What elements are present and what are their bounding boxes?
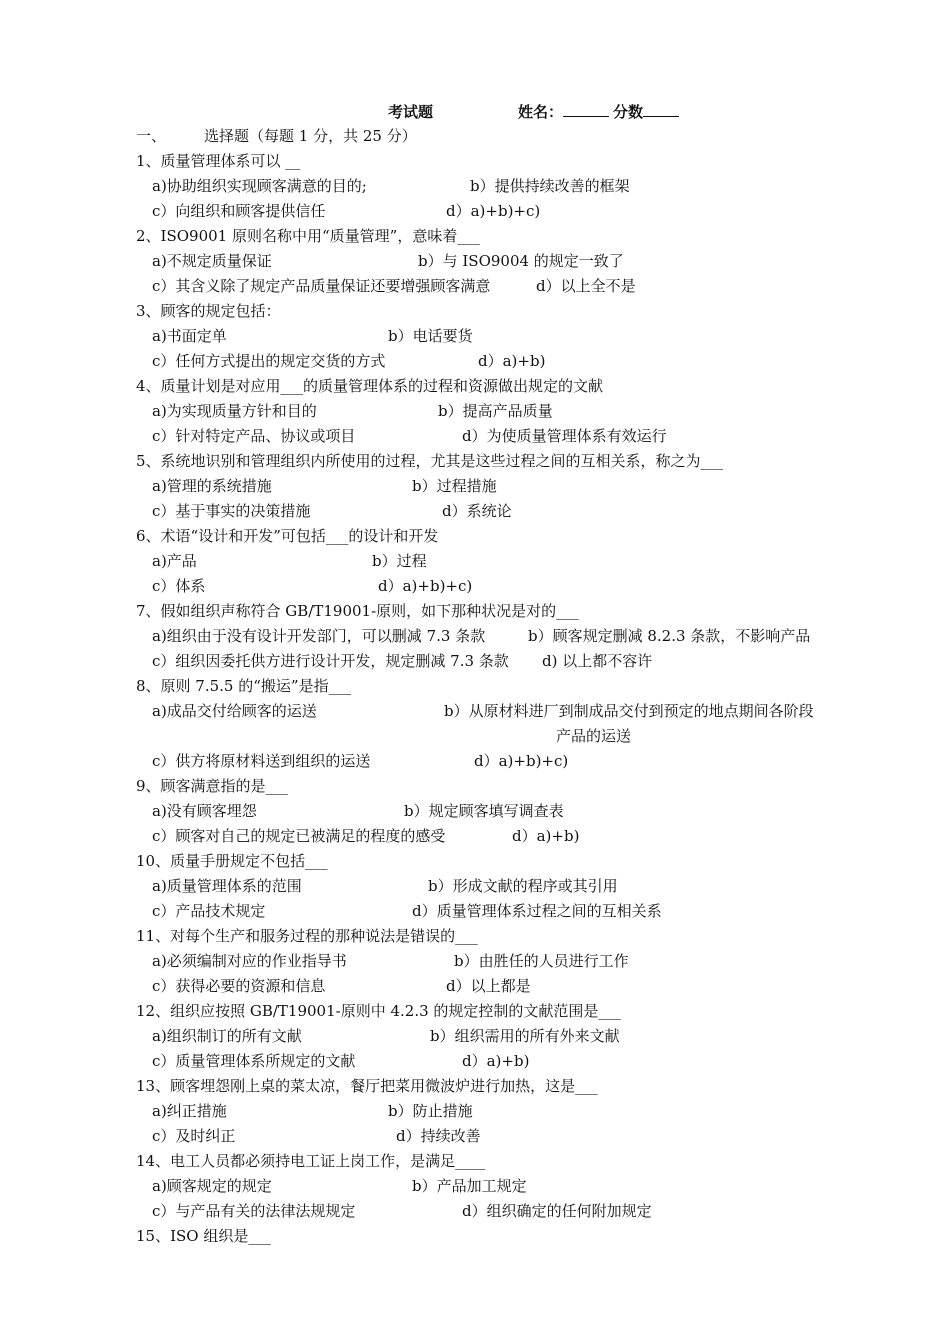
question-5-option-d: d）系统论 <box>442 502 512 520</box>
question-1-option-d: d）a)+b)+c) <box>446 202 541 220</box>
name-label: 姓名： <box>518 103 564 121</box>
score-blank <box>643 102 679 117</box>
question-4-option-b: b）提高产品质量 <box>438 402 553 420</box>
question-12: 12、组织应按照 GB/T19001-原则中 4.2.3 的规定控制的文献范围是___ <box>136 1002 621 1020</box>
question-2-option-a: a)不规定质量保证 <box>152 252 272 270</box>
question-1-option-a: a)协助组织实现顾客满意的目的; <box>152 177 367 195</box>
question-9: 9、顾客满意指的是___ <box>136 777 289 795</box>
question-1: 1、质量管理体系可以 __ <box>136 152 301 170</box>
question-8-option-c: c）供方将原材料送到组织的运送 <box>152 752 371 770</box>
question-8-option-b-continued: 产品的运送 <box>556 727 632 745</box>
question-10-option-d: d）质量管理体系过程之间的互相关系 <box>412 902 662 920</box>
question-5-option-c: c）基于事实的决策措施 <box>152 502 311 520</box>
question-13: 13、顾客埋怨刚上桌的菜太凉，餐厅把菜用微波炉进行加热，这是___ <box>136 1077 598 1095</box>
question-10-option-b: b）形成文献的程序或其引用 <box>428 877 618 895</box>
question-6-option-d: d）a)+b)+c) <box>378 577 473 595</box>
question-7-option-c: c）组织因委托供方进行设计开发，规定删减 7.3 条款 <box>152 652 509 670</box>
question-10: 10、质量手册规定不包括___ <box>136 852 328 870</box>
question-12-option-d: d）a)+b) <box>462 1052 530 1070</box>
question-12-option-a: a)组织制订的所有文献 <box>152 1027 302 1045</box>
question-15: 15、ISO 组织是___ <box>136 1227 271 1245</box>
question-11-option-b: b）由胜任的人员进行工作 <box>454 952 629 970</box>
question-2-option-b: b）与 ISO9004 的规定一致了 <box>418 252 624 270</box>
question-9-option-c: c）顾客对自己的规定已被满足的程度的感受 <box>152 827 446 845</box>
question-2-option-c: c）其含义除了规定产品质量保证还要增强顾客满意 <box>152 277 491 295</box>
question-4-option-c: c）针对特定产品、协议或项目 <box>152 427 356 445</box>
question-9-option-b: b）规定顾客填写调查表 <box>404 802 564 820</box>
question-11-option-d: d）以上都是 <box>446 977 531 995</box>
question-11: 11、对每个生产和服务过程的那种说法是错误的___ <box>136 927 478 945</box>
question-7: 7、假如组织声称符合 GB/T19001-原则，如下那种状况是对的___ <box>136 602 579 620</box>
question-13-option-d: d）持续改善 <box>396 1127 481 1145</box>
exam-title: 考试题 <box>388 103 434 121</box>
question-7-option-b: b）顾客规定删减 8.2.3 条款，不影响产品 <box>528 627 811 645</box>
section-title: 选择题（每题 1 分，共 25 分） <box>204 127 417 145</box>
question-11-option-c: c）获得必要的资源和信息 <box>152 977 326 995</box>
score-label: 分数 <box>613 103 644 121</box>
question-5-option-b: b）过程措施 <box>412 477 497 495</box>
question-5-option-a: a)管理的系统措施 <box>152 477 272 495</box>
question-14-option-a: a)顾客规定的规定 <box>152 1177 272 1195</box>
question-3-option-d: d）a)+b) <box>478 352 546 370</box>
question-14: 14、电工人员都必须持电工证上岗工作，是满足____ <box>136 1152 486 1170</box>
question-7-option-a: a)组织由于没有设计开发部门，可以删减 7.3 条款 <box>152 627 486 645</box>
question-3-option-c: c）任何方式提出的规定交货的方式 <box>152 352 386 370</box>
question-13-option-a: a)纠正措施 <box>152 1102 227 1120</box>
question-14-option-d: d）组织确定的任何附加规定 <box>462 1202 652 1220</box>
name-blank <box>563 102 609 117</box>
section-number: 一、 <box>136 127 167 145</box>
question-8-option-b: b）从原材料进厂到制成品交付到预定的地点期间各阶段 <box>444 702 814 720</box>
question-12-option-c: c）质量管理体系所规定的文献 <box>152 1052 356 1070</box>
question-2: 2、ISO9001 原则名称中用“质量管理”，意味着___ <box>136 227 480 245</box>
name-field <box>518 102 679 122</box>
question-1-option-c: c）向组织和顾客提供信任 <box>152 202 326 220</box>
question-13-option-b: b）防止措施 <box>388 1102 473 1120</box>
question-12-option-b: b）组织需用的所有外来文献 <box>430 1027 620 1045</box>
question-4: 4、质量计划是对应用___的质量管理体系的过程和资源做出规定的文献 <box>136 377 604 395</box>
question-6-option-c: c）体系 <box>152 577 206 595</box>
question-4-option-a: a)为实现质量方针和目的 <box>152 402 317 420</box>
question-11-option-a: a)必须编制对应的作业指导书 <box>152 952 347 970</box>
question-9-option-a: a)没有顾客埋怨 <box>152 802 257 820</box>
question-14-option-b: b）产品加工规定 <box>412 1177 527 1195</box>
question-14-option-c: c）与产品有关的法律法规规定 <box>152 1202 356 1220</box>
question-7-option-d: d) 以上都不容许 <box>542 652 653 670</box>
question-8: 8、原则 7.5.5 的“搬运”是指___ <box>136 677 352 695</box>
question-3-option-b: b）电话要货 <box>388 327 473 345</box>
question-5: 5、系统地识别和管理组织内所使用的过程，尤其是这些过程之间的互相关系，称之为___ <box>136 452 724 470</box>
question-1-option-b: b）提供持续改善的框架 <box>470 177 630 195</box>
question-10-option-c: c）产品技术规定 <box>152 902 266 920</box>
question-2-option-d: d）以上全不是 <box>536 277 636 295</box>
question-6: 6、术语“设计和开发”可包括___的设计和开发 <box>136 527 439 545</box>
question-8-option-d: d）a)+b)+c) <box>474 752 569 770</box>
question-4-option-d: d）为使质量管理体系有效运行 <box>462 427 667 445</box>
question-8-option-a: a)成品交付给顾客的运送 <box>152 702 317 720</box>
question-3: 3、顾客的规定包括： <box>136 302 281 320</box>
question-9-option-d: d）a)+b) <box>512 827 580 845</box>
question-10-option-a: a)质量管理体系的范围 <box>152 877 302 895</box>
question-3-option-a: a)书面定单 <box>152 327 227 345</box>
question-13-option-c: c）及时纠正 <box>152 1127 236 1145</box>
question-6-option-a: a)产品 <box>152 552 197 570</box>
question-6-option-b: b）过程 <box>372 552 427 570</box>
